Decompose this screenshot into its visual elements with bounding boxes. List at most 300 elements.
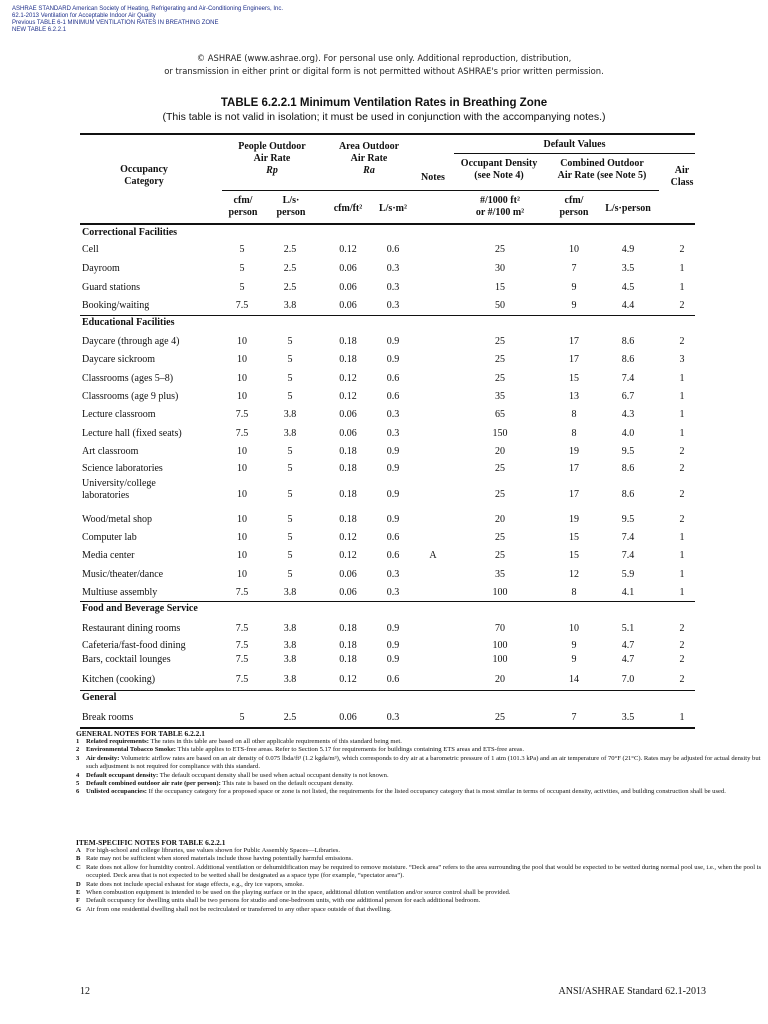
comb-cfm-cell: 8 [571,409,577,420]
note-text: This table applies to ETS-free areas. Refer to Section 5.17 for requirements for buildings containing ETS areas and ETS-free areas. [176,746,524,754]
comb-ls-cell: 7.4 [621,373,635,384]
comb-ls-cell: 9.5 [621,514,635,525]
comb-cfm-cell: 9 [571,300,577,311]
page-number: 12 [80,986,90,997]
note-label: Default occupant density: [86,771,159,779]
item-note [76,889,766,897]
air-class-cell: 3 [679,354,685,365]
table-row [80,405,695,424]
note-label: Related requirements: [86,738,149,745]
ra-cfm-cell: 0.18 [339,639,357,651]
rp-ls-cell: 5 [287,354,293,365]
header-air-class: Air Class [670,165,694,188]
rp-cfm-cell: 5 [239,244,245,255]
ra-ls-cell: 0.3 [386,587,400,598]
table-row [80,478,695,510]
header-occupancy-category: Occupancy Category [120,164,168,187]
rp-ls-cell: 3.8 [283,653,297,665]
general-notes-heading: GENERAL NOTES FOR TABLE 6.2.2.1 [76,729,205,738]
unit-ls-person: L/s· person [276,195,306,218]
category-rule [80,315,695,316]
table-row [80,510,695,529]
note-key: 1 [76,738,80,745]
occupancy-name: Classrooms (ages 5–8) [82,373,174,384]
density-cell: 50 [495,300,505,311]
rp-cfm-cell: 10 [237,446,247,457]
ra-cfm-cell: 0.06 [339,300,357,311]
air-class-cell: 2 [679,336,685,347]
note-text: Volumetric airflow rates are based on an air density of 0.075 lbda/ft³ (1.2 kgda/m³), which corresponds to dry air at a barometric pressure of 1 atm (101.3 kPa) and an air temperature of 70°F (21°C). Rates may be adjusted for actual density but such adjustment is not required for compliance with this standard. [86,754,761,771]
rp-ls-cell: 5 [287,391,293,402]
density-cell: 35 [495,569,505,580]
occupancy-name: Dayroom [82,263,120,274]
comb-ls-cell: 6.7 [621,391,635,402]
ra-cfm-cell: 0.06 [339,263,357,274]
unit-combined-ls-person: L/s·person [605,203,651,214]
air-class-cell: 1 [679,282,685,293]
header-area-outdoor-air-rate: Area Outdoor Air Rate Ra [338,141,400,176]
comb-cfm-cell: 19 [569,446,579,457]
density-cell: 100 [492,587,508,598]
table-row [80,652,695,666]
unit-ls-m2: L/s·m² [378,203,407,214]
item-note [76,847,766,855]
occupancy-name: Wood/metal shop [82,514,153,525]
ra-cfm-cell: 0.12 [339,373,357,384]
comb-ls-cell: 4.0 [621,428,635,439]
rp-ls-cell: 5 [287,446,293,457]
air-class-cell: 1 [679,263,685,274]
ra-ls-cell: 0.3 [386,428,400,439]
table-row [80,259,695,278]
general-notes [76,729,766,797]
air-class-cell: 2 [679,463,685,474]
doc-header-line: 62.1-2013 Ventilation for Acceptable Indoor Air Quality [12,13,156,19]
notes-cell [412,510,454,529]
ra-ls-cell: 0.9 [386,463,400,474]
note-key: A [76,847,81,854]
density-cell: 25 [495,373,505,384]
item-note [76,881,766,889]
notes-cell [412,670,454,689]
note-label: Default combined outdoor air rate (per person): [86,780,221,788]
copyright-line: or transmission in either print or digital form is not permitted without ASHRAE's prior written permission. [164,66,604,76]
table-row [80,528,695,547]
comb-cfm-cell: 10 [569,623,579,634]
comb-ls-cell: 4.7 [621,653,635,665]
table-top-rule [80,133,695,135]
header-people-outdoor-air-rate: People Outdoor Air Rate Rp [238,141,306,176]
general-note-item [76,772,766,780]
comb-ls-cell: 4.5 [621,282,635,293]
rp-ls-cell: 2.5 [283,263,297,274]
density-cell: 35 [495,391,505,402]
comb-cfm-cell: 8 [571,428,577,439]
notes-cell: A [429,550,437,561]
comb-cfm-cell: 19 [569,514,579,525]
note-text: Rate does not allow for humidity control. Additional ventilation or dehumidification may be required to remove moisture. “Deck area” refers to the area surrounding the pool that would be expected to be wetted during normal pool use, i.e., when the pool is occupied. Deck area that is not expected to be wetted shall be designated as a space type (for example, “spectator area”). [86,863,762,880]
ra-cfm-cell: 0.18 [339,653,357,665]
copyright-line: © ASHRAE (www.ashrae.org). For personal use only. Additional reproduction, distribution, [196,53,572,63]
rp-ls-cell: 5 [287,373,293,384]
ra-ls-cell: 0.9 [386,488,400,500]
general-note-item [76,788,766,796]
comb-cfm-cell: 9 [571,639,577,651]
doc-header-line: Previous TABLE 6-1 MINIMUM VENTILATION RATES IN BREATHING ZONE [12,20,219,26]
occupancy-name: Science laboratories [82,463,163,474]
units-rule [222,190,659,191]
rp-cfm-cell: 10 [237,514,247,525]
item-specific-notes [76,838,766,914]
ra-cfm-cell: 0.18 [339,446,357,457]
ra-ls-cell: 0.9 [386,514,400,525]
occupancy-name: Multiuse assembly [82,587,158,598]
rp-ls-cell: 5 [287,336,293,347]
density-cell: 25 [495,354,505,365]
density-cell: 70 [495,623,505,634]
ra-cfm-cell: 0.12 [339,532,357,543]
rp-cfm-cell: 10 [237,488,247,500]
occupancy-name: Lecture hall (fixed seats) [82,428,182,439]
table-row [80,565,695,584]
comb-cfm-cell: 12 [569,569,579,580]
rp-cfm-cell: 5 [239,263,245,274]
comb-ls-cell: 3.5 [621,712,635,723]
rp-ls-cell: 2.5 [283,282,297,293]
item-note [76,855,766,863]
unit-occupant-density: #/1000 ft² or #/100 m² [475,195,525,218]
ra-ls-cell: 0.9 [386,653,400,665]
notes-cell [412,708,454,727]
category-rule [80,690,695,691]
air-class-cell: 1 [679,712,685,723]
note-text: Air from one residential dwelling shall not be recirculated or transferred to any other space outside of that dwelling. [86,905,392,913]
unit-combined-cfm-person: cfm/ person [559,195,589,218]
air-class-cell: 1 [679,373,685,384]
comb-ls-cell: 5.1 [621,623,635,634]
air-class-cell: 2 [679,623,685,634]
category-rule [80,601,695,602]
notes-cell [412,638,454,652]
rp-ls-cell: 5 [287,569,293,580]
notes-cell [412,619,454,638]
rp-cfm-cell: 7.5 [235,674,249,685]
comb-ls-cell: 8.6 [621,336,635,347]
note-key: D [76,880,81,888]
header-bottom-rule [80,223,695,225]
table-row [80,708,695,727]
comb-ls-cell: 4.4 [621,300,635,311]
air-class-cell: 1 [679,550,685,561]
table-row [80,670,695,689]
ra-ls-cell: 0.6 [386,550,400,561]
comb-cfm-cell: 15 [569,550,579,561]
notes-cell [412,369,454,388]
ra-ls-cell: 0.3 [386,263,400,274]
occupancy-name: Bars, cocktail lounges [82,653,171,665]
note-text: If the occupancy category for a proposed space or zone is not listed, the requirements for the listed occupancy category that is most similar in terms of occupant density, activities, and building construction shall be used. [147,788,726,796]
note-key: 3 [76,754,80,762]
occupancy-name: Music/theater/dance [82,569,164,580]
note-text: The default occupant density shall be used when actual occupant density is not known. [158,771,389,779]
occupancy-name: Art classroom [82,446,139,457]
ra-ls-cell: 0.9 [386,354,400,365]
occupancy-name: Daycare sickroom [82,354,156,365]
air-class-cell: 1 [679,391,685,402]
air-class-cell: 1 [679,587,685,598]
rp-cfm-cell: 7.5 [235,623,249,634]
occupancy-name: Cafeteria/fast-food dining [82,639,186,651]
air-class-cell: 2 [679,488,685,500]
rp-cfm-cell: 10 [237,550,247,561]
note-text: Rate does not include special exhaust for stage effects, e.g., dry ice vapors, smoke. [86,880,304,888]
comb-cfm-cell: 13 [569,391,579,402]
table-row [80,424,695,443]
copyright-notice [0,52,768,78]
air-class-cell: 1 [679,532,685,543]
notes-cell [412,405,454,424]
density-cell: 150 [492,428,508,439]
notes-cell [412,565,454,584]
rp-cfm-cell: 5 [239,282,245,293]
notes-cell [412,459,454,478]
comb-ls-cell: 4.1 [621,587,635,598]
item-note [76,864,766,881]
note-key: 6 [76,788,80,796]
table-row [80,387,695,406]
rp-cfm-cell: 5 [239,712,245,723]
note-key: 2 [76,746,80,754]
comb-cfm-cell: 7 [571,263,577,274]
notes-cell [412,652,454,666]
notes-cell [412,528,454,547]
density-cell: 20 [495,446,505,457]
document-header [12,6,752,34]
notes-cell [412,240,454,259]
rp-ls-cell: 3.8 [283,674,297,685]
category-heading: General [82,692,117,703]
note-key: 5 [76,780,80,788]
comb-ls-cell: 5.9 [621,569,635,580]
notes-cell [412,387,454,406]
rp-cfm-cell: 7.5 [235,300,249,311]
rp-ls-cell: 3.8 [283,409,297,420]
notes-cell [412,332,454,351]
rp-ls-cell: 2.5 [283,712,297,723]
air-class-cell: 2 [679,674,685,685]
notes-cell [412,478,454,510]
table-subtitle: (This table is not valid in isolation; it must be used in conjunction with the accompanying notes.) [162,111,606,123]
item-note [76,897,766,905]
air-class-cell: 1 [679,409,685,420]
comb-cfm-cell: 7 [571,712,577,723]
rp-cfm-cell: 10 [237,373,247,384]
comb-cfm-cell: 17 [569,336,579,347]
ra-ls-cell: 0.3 [386,282,400,293]
ra-ls-cell: 0.6 [386,244,400,255]
doc-header-line: ASHRAE STANDARD American Society of Heating, Refrigerating and Air-Conditioning Engineers, Inc. [12,6,284,12]
header-occupant-density: Occupant Density (see Note 4) [460,158,538,181]
comb-cfm-cell: 14 [569,674,579,685]
comb-cfm-cell: 17 [569,463,579,474]
rp-cfm-cell: 7.5 [235,653,249,665]
rp-ls-cell: 3.8 [283,300,297,311]
rp-cfm-cell: 7.5 [235,587,249,598]
comb-ls-cell: 4.7 [621,639,635,651]
note-key: B [76,855,81,863]
ra-cfm-cell: 0.06 [339,428,357,439]
ra-ls-cell: 0.6 [386,391,400,402]
ra-ls-cell: 0.9 [386,639,400,651]
ra-cfm-cell: 0.06 [339,282,357,293]
table-row [80,638,695,652]
general-note-item [76,780,766,788]
note-text: Rate may not be sufficient when stored materials include those having potentially harmful emissions. [86,855,353,863]
air-class-cell: 2 [679,653,685,665]
density-cell: 30 [495,263,505,274]
rp-cfm-cell: 7.5 [235,639,249,651]
note-key: F [76,897,81,905]
comb-ls-cell: 4.9 [621,244,635,255]
table-row [80,619,695,638]
comb-ls-cell: 3.5 [621,263,635,274]
unit-cfm-ft2: cfm/ft² [333,203,363,214]
note-key: 4 [76,771,80,779]
general-note-item [76,755,766,772]
notes-cell [412,296,454,315]
ra-ls-cell: 0.3 [386,569,400,580]
note-text: For high-school and college libraries, use values shown for Public Assembly Spaces—Libraries. [86,847,340,854]
note-key: G [76,905,82,913]
occupancy-name: Daycare (through age 4) [82,336,180,347]
air-class-cell: 1 [679,569,685,580]
general-note-item [76,738,766,746]
table-row [80,296,695,315]
category-heading: Correctional Facilities [82,227,178,238]
ra-ls-cell: 0.9 [386,446,400,457]
air-class-cell: 2 [679,446,685,457]
table-row [80,350,695,369]
comb-ls-cell: 4.3 [621,409,635,420]
note-text: When combustion equipment is intended to be used on the playing surface or in the space, additional dilution ventilation and/or source control shall be provided. [86,889,511,897]
rp-ls-cell: 3.8 [283,639,297,651]
density-cell: 25 [495,712,505,723]
comb-cfm-cell: 8 [571,587,577,598]
doc-header-line: NEW TABLE 6.2.2.1 [12,27,67,33]
rp-cfm-cell: 10 [237,569,247,580]
occupancy-name: Kitchen (cooking) [82,674,156,685]
occupancy-name: Computer lab [82,532,137,543]
notes-cell [412,350,454,369]
ra-cfm-cell: 0.18 [339,463,357,474]
air-class-cell: 2 [679,514,685,525]
header-notes: Notes [421,172,445,183]
unit-cfm-person: cfm/ person [228,195,258,218]
notes-cell [412,259,454,278]
comb-cfm-cell: 9 [571,653,577,665]
ra-ls-cell: 0.6 [386,373,400,384]
note-key: E [76,889,81,897]
table-row [80,240,695,259]
density-cell: 15 [495,282,505,293]
comb-ls-cell: 8.6 [621,354,635,365]
occupancy-name: Lecture classroom [82,409,156,420]
item-note [76,906,766,914]
comb-cfm-cell: 15 [569,373,579,384]
table-row [80,583,695,602]
occupancy-name: Guard stations [82,282,141,293]
table-row [80,278,695,297]
ra-cfm-cell: 0.06 [339,569,357,580]
comb-ls-cell: 8.6 [621,463,635,474]
density-cell: 25 [495,336,505,347]
occupancy-name: Classrooms (age 9 plus) [82,391,179,402]
note-text: This rate is based on the default occupant density. [220,780,354,788]
comb-cfm-cell: 10 [569,244,579,255]
rp-ls-cell: 2.5 [283,244,297,255]
density-cell: 20 [495,514,505,525]
note-text: The rates in this table are based on all other applicable requirements of this standard being met. [148,738,402,745]
table-row [80,546,695,565]
ra-ls-cell: 0.3 [386,409,400,420]
note-label: Air density: [86,754,120,762]
density-cell: 100 [492,653,508,665]
ra-cfm-cell: 0.18 [339,623,357,634]
ra-cfm-cell: 0.12 [339,244,357,255]
occupancy-name: Break rooms [82,712,134,723]
rp-cfm-cell: 7.5 [235,428,249,439]
ra-ls-cell: 0.9 [386,623,400,634]
note-text: Default occupancy for dwelling units shall be two persons for studio and one-bedroom units, with one additional person for each additional bedroom. [86,897,481,905]
ra-cfm-cell: 0.12 [339,674,357,685]
comb-ls-cell: 9.5 [621,446,635,457]
density-cell: 65 [495,409,505,420]
density-cell: 25 [495,463,505,474]
rp-ls-cell: 5 [287,463,293,474]
ra-cfm-cell: 0.18 [339,354,357,365]
table-row [80,459,695,478]
ra-ls-cell: 0.3 [386,300,400,311]
ra-ls-cell: 0.6 [386,532,400,543]
ra-cfm-cell: 0.06 [339,712,357,723]
ra-ls-cell: 0.6 [386,674,400,685]
comb-cfm-cell: 17 [569,354,579,365]
density-cell: 100 [492,639,508,651]
occupancy-name: Cell [82,244,99,255]
air-class-cell: 2 [679,639,685,651]
occupancy-name: Media center [82,550,135,561]
rp-ls-cell: 5 [287,532,293,543]
header-default-values: Default Values [543,139,606,150]
ra-cfm-cell: 0.18 [339,336,357,347]
comb-cfm-cell: 15 [569,532,579,543]
rp-cfm-cell: 10 [237,391,247,402]
density-cell: 20 [495,674,505,685]
note-key: C [76,863,81,871]
comb-ls-cell: 7.0 [621,674,635,685]
rp-ls-cell: 5 [287,550,293,561]
density-cell: 25 [495,550,505,561]
comb-cfm-cell: 9 [571,282,577,293]
rp-ls-cell: 5 [287,488,293,500]
rp-cfm-cell: 10 [237,532,247,543]
comb-cfm-cell: 17 [569,488,579,500]
ra-cfm-cell: 0.06 [339,587,357,598]
ra-ls-cell: 0.9 [386,336,400,347]
rp-ls-cell: 3.8 [283,623,297,634]
air-class-cell: 2 [679,244,685,255]
rp-cfm-cell: 10 [237,354,247,365]
